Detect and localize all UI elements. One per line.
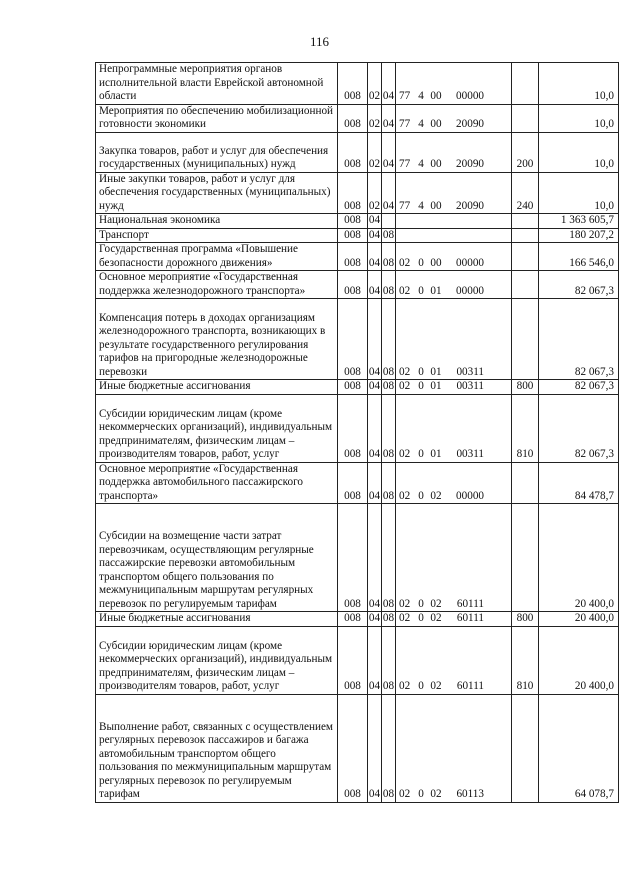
- subsection-code: 08: [382, 612, 395, 624]
- expense-type-code: [512, 228, 539, 243]
- program-code-part: 00000: [456, 90, 484, 102]
- subsection-code: 08: [382, 504, 396, 612]
- expense-type-code: 810: [512, 394, 539, 462]
- ministry-code: 008: [338, 172, 368, 214]
- program-code-part: 0: [418, 448, 424, 460]
- table-row: [96, 612, 619, 627]
- table-row: [96, 504, 619, 612]
- program-code-part: 00311: [456, 365, 484, 378]
- program-code: [396, 132, 512, 172]
- ministry-code: 008: [338, 271, 368, 299]
- program-code: [396, 63, 512, 105]
- section-code: 04: [368, 214, 381, 226]
- section-code: 04: [368, 462, 382, 504]
- program-code-part: 02: [430, 612, 442, 624]
- program-code-part: 0: [418, 489, 424, 502]
- table-row: [96, 694, 619, 802]
- ministry-code: 008: [338, 694, 368, 802]
- section-code: 04: [368, 271, 382, 299]
- program-code-part: 60111: [456, 597, 484, 610]
- ministry-code: 008: [338, 504, 368, 612]
- program-code: [396, 299, 512, 380]
- section-code: 04: [368, 299, 382, 380]
- ministry-code: 008: [338, 626, 368, 694]
- expense-type-code: [512, 104, 539, 132]
- amount-value: 10,0: [539, 172, 619, 214]
- subsection-code: 04: [382, 172, 396, 214]
- ministry-code: 008: [338, 394, 368, 462]
- program-code-part: 20090: [456, 118, 484, 130]
- program-code-part: 60111: [456, 612, 484, 624]
- program-code-part: 00311: [456, 448, 484, 460]
- program-code-part: 02: [399, 448, 411, 460]
- row-name: Непрограммные мероприятия органов исполнительной власти Еврейской автономной области: [96, 63, 338, 105]
- program-code-part: 02: [399, 680, 411, 692]
- section-code: 04: [368, 694, 382, 802]
- program-code: [396, 694, 512, 802]
- ministry-code: 008: [338, 228, 368, 243]
- subsection-code: 08: [382, 271, 396, 299]
- program-code-part: 00: [430, 118, 442, 130]
- subsection-code: 08: [382, 243, 396, 271]
- row-name: Закупка товаров, работ и услуг для обеспечения государственных (муниципальных) нужд: [96, 132, 338, 172]
- program-code-part: 00: [430, 199, 442, 212]
- row-name: Иные закупки товаров, работ и услуг для обеспечения государственных (муниципальных) нужд: [96, 172, 338, 214]
- table-row: [96, 228, 619, 243]
- expense-type-code: [512, 504, 539, 612]
- amount-value: 82 067,3: [539, 394, 619, 462]
- program-code-part: 00311: [456, 380, 484, 392]
- ministry-code: 008: [338, 104, 368, 132]
- section-code: 04: [368, 394, 382, 462]
- amount-value: 1 363 605,7: [539, 214, 619, 229]
- subsection-code: 08: [382, 380, 395, 392]
- amount-value: 166 546,0: [539, 243, 619, 271]
- row-name: Субсидии на возмещение части затрат перевозчикам, осуществляющим регулярные пассажирские перевозки автомобильным транспортом общего пользования по межмуниципальным маршрутам регулярных перевозок по регулируемым тарифам: [96, 504, 338, 612]
- table-row: [96, 104, 619, 132]
- program-code-part: 02: [399, 380, 411, 392]
- program-code-part: 0: [418, 284, 424, 297]
- program-code-part: 02: [399, 597, 411, 610]
- program-code-part: 4: [418, 158, 424, 170]
- ministry-code: 008: [338, 462, 368, 504]
- program-code-part: 02: [430, 680, 442, 692]
- expense-type-code: [512, 694, 539, 802]
- amount-value: 20 400,0: [539, 626, 619, 694]
- program-code-part: 77: [399, 118, 411, 130]
- program-code-part: 00: [430, 158, 442, 170]
- subsection-code: 08: [382, 626, 396, 694]
- expense-type-code: 200: [512, 132, 539, 172]
- amount-value: 82 067,3: [539, 380, 619, 395]
- program-code: [396, 271, 512, 299]
- table-row: [96, 462, 619, 504]
- amount-value: 10,0: [539, 104, 619, 132]
- budget-table: [95, 62, 619, 803]
- section-code: 04: [368, 612, 381, 624]
- program-code: [396, 612, 512, 627]
- program-code: [396, 394, 512, 462]
- section-code: 04: [368, 243, 382, 271]
- program-code-part: 01: [430, 448, 442, 460]
- subsection-code: 04: [382, 104, 396, 132]
- program-code: [396, 172, 512, 214]
- table-row: [96, 299, 619, 380]
- ministry-code: 008: [338, 612, 368, 627]
- row-name: Национальная экономика: [96, 214, 338, 229]
- program-code-part: 20090: [456, 199, 484, 212]
- amount-value: 180 207,2: [539, 228, 619, 243]
- row-name: Субсидии юридическим лицам (кроме некоммерческих организаций), индивидуальным предпринимателям, физическим лицам – производителям товаров, работ, услуг: [96, 394, 338, 462]
- expense-type-code: [512, 462, 539, 504]
- page-number: 116: [309, 34, 330, 49]
- row-name: Основное мероприятие «Государственная поддержка железнодорожного транспорта»: [96, 271, 338, 299]
- program-code-part: 77: [399, 90, 411, 102]
- table-row: [96, 132, 619, 172]
- program-code-part: 4: [418, 90, 424, 102]
- program-code-part: 01: [430, 365, 442, 378]
- program-code: [396, 626, 512, 694]
- row-name: Мероприятия по обеспечению мобилизационной готовности экономики: [96, 104, 338, 132]
- program-code-part: 4: [418, 199, 424, 212]
- section-code: 04: [368, 626, 382, 694]
- program-code-part: 0: [418, 680, 424, 692]
- program-code: [396, 243, 512, 271]
- table-row: [96, 214, 619, 229]
- program-code-part: 0: [418, 597, 424, 610]
- row-name: Транспорт: [96, 228, 338, 243]
- program-code-part: 02: [399, 284, 411, 297]
- program-code-part: 00000: [456, 256, 484, 269]
- program-code-part: 0: [418, 380, 424, 392]
- subsection-code: 04: [382, 132, 396, 172]
- program-code-part: 0: [418, 256, 424, 269]
- amount-value: 10,0: [539, 63, 619, 105]
- section-code: 02: [368, 63, 382, 105]
- amount-value: 82 067,3: [539, 299, 619, 380]
- program-code-part: 02: [430, 597, 442, 610]
- program-code-part: 77: [399, 158, 411, 170]
- program-code-part: 01: [430, 380, 442, 392]
- program-code-part: 0: [418, 612, 424, 624]
- program-code: [396, 380, 512, 395]
- section-code: 04: [368, 504, 382, 612]
- row-name: Иные бюджетные ассигнования: [96, 380, 338, 395]
- program-code-part: 60111: [456, 680, 484, 692]
- program-code-part: 77: [399, 199, 411, 212]
- program-code-part: 02: [399, 365, 411, 378]
- subsection-code: 08: [382, 462, 396, 504]
- program-code: [396, 504, 512, 612]
- row-name: Субсидии юридическим лицам (кроме некоммерческих организаций), индивидуальным предпринимателям, физическим лицам – производителям товаров, работ, услуг: [96, 626, 338, 694]
- amount-value: 84 478,7: [539, 462, 619, 504]
- expense-type-code: [512, 299, 539, 380]
- program-code-part: 4: [418, 118, 424, 130]
- row-name: Компенсация потерь в доходах организациям железнодорожного транспорта, возникающих в результате государственного регулирования тарифов на пригородные железнодорожные перевозки: [96, 299, 338, 380]
- table-row: [96, 63, 619, 105]
- ministry-code: 008: [338, 299, 368, 380]
- row-name: Государственная программа «Повышение безопасности дорожного движения»: [96, 243, 338, 271]
- amount-value: 20 400,0: [539, 612, 619, 627]
- program-code-part: 02: [399, 788, 411, 800]
- program-code-part: 00000: [456, 489, 484, 502]
- program-code-part: 02: [399, 612, 411, 624]
- row-name: Иные бюджетные ассигнования: [96, 612, 338, 627]
- amount-value: 64 078,7: [539, 694, 619, 802]
- program-code-part: 02: [430, 489, 442, 502]
- program-code-part: 02: [430, 788, 442, 800]
- program-code: [396, 214, 512, 229]
- amount-value: 82 067,3: [539, 271, 619, 299]
- table-row: [96, 380, 619, 395]
- table-body: [96, 63, 619, 803]
- expense-type-code: [512, 243, 539, 271]
- section-code: 02: [368, 132, 382, 172]
- table-row: [96, 394, 619, 462]
- program-code: [396, 462, 512, 504]
- table-row: [96, 271, 619, 299]
- ministry-code: 008: [338, 132, 368, 172]
- program-code: [396, 104, 512, 132]
- program-code-part: 02: [399, 256, 411, 269]
- program-code-part: 20090: [456, 158, 484, 170]
- table-row: [96, 243, 619, 271]
- section-code: 04: [368, 228, 381, 241]
- section-code: 02: [368, 104, 382, 132]
- ministry-code: 008: [338, 380, 368, 395]
- program-code-part: 0: [418, 788, 424, 800]
- program-code-part: 00000: [456, 284, 484, 297]
- subsection-code: 08: [382, 228, 395, 241]
- subsection-code: 08: [382, 394, 396, 462]
- expense-type-code: 800: [512, 380, 539, 395]
- program-code-part: 00: [430, 256, 442, 269]
- ministry-code: 008: [338, 63, 368, 105]
- program-code-part: 02: [399, 489, 411, 502]
- program-code-part: 0: [418, 365, 424, 378]
- program-code-part: 01: [430, 284, 442, 297]
- expense-type-code: [512, 63, 539, 105]
- expense-type-code: 810: [512, 626, 539, 694]
- subsection-code: 08: [382, 694, 396, 802]
- expense-type-code: [512, 214, 539, 229]
- subsection-code: 08: [382, 299, 396, 380]
- section-code: 04: [368, 380, 381, 392]
- table-row: [96, 626, 619, 694]
- program-code: [396, 228, 512, 243]
- expense-type-code: [512, 271, 539, 299]
- section-code: 02: [368, 172, 382, 214]
- amount-value: 20 400,0: [539, 504, 619, 612]
- table-row: [96, 172, 619, 214]
- expense-type-code: 240: [512, 172, 539, 214]
- ministry-code: 008: [338, 214, 368, 229]
- row-name: Основное мероприятие «Государственная поддержка автомобильного пассажирского транспорта»: [96, 462, 338, 504]
- expense-type-code: 800: [512, 612, 539, 627]
- amount-value: 10,0: [539, 132, 619, 172]
- row-name: Выполнение работ, связанных с осуществлением регулярных перевозок пассажиров и багажа автомобильным транспортом общего пользования по межмуниципальным маршрутам регулярных перевозок по регулируемым тарифам: [96, 694, 338, 802]
- subsection-code: [382, 214, 396, 229]
- program-code-part: 60113: [456, 788, 484, 800]
- program-code-part: 00: [430, 90, 442, 102]
- ministry-code: 008: [338, 243, 368, 271]
- subsection-code: 04: [382, 63, 396, 105]
